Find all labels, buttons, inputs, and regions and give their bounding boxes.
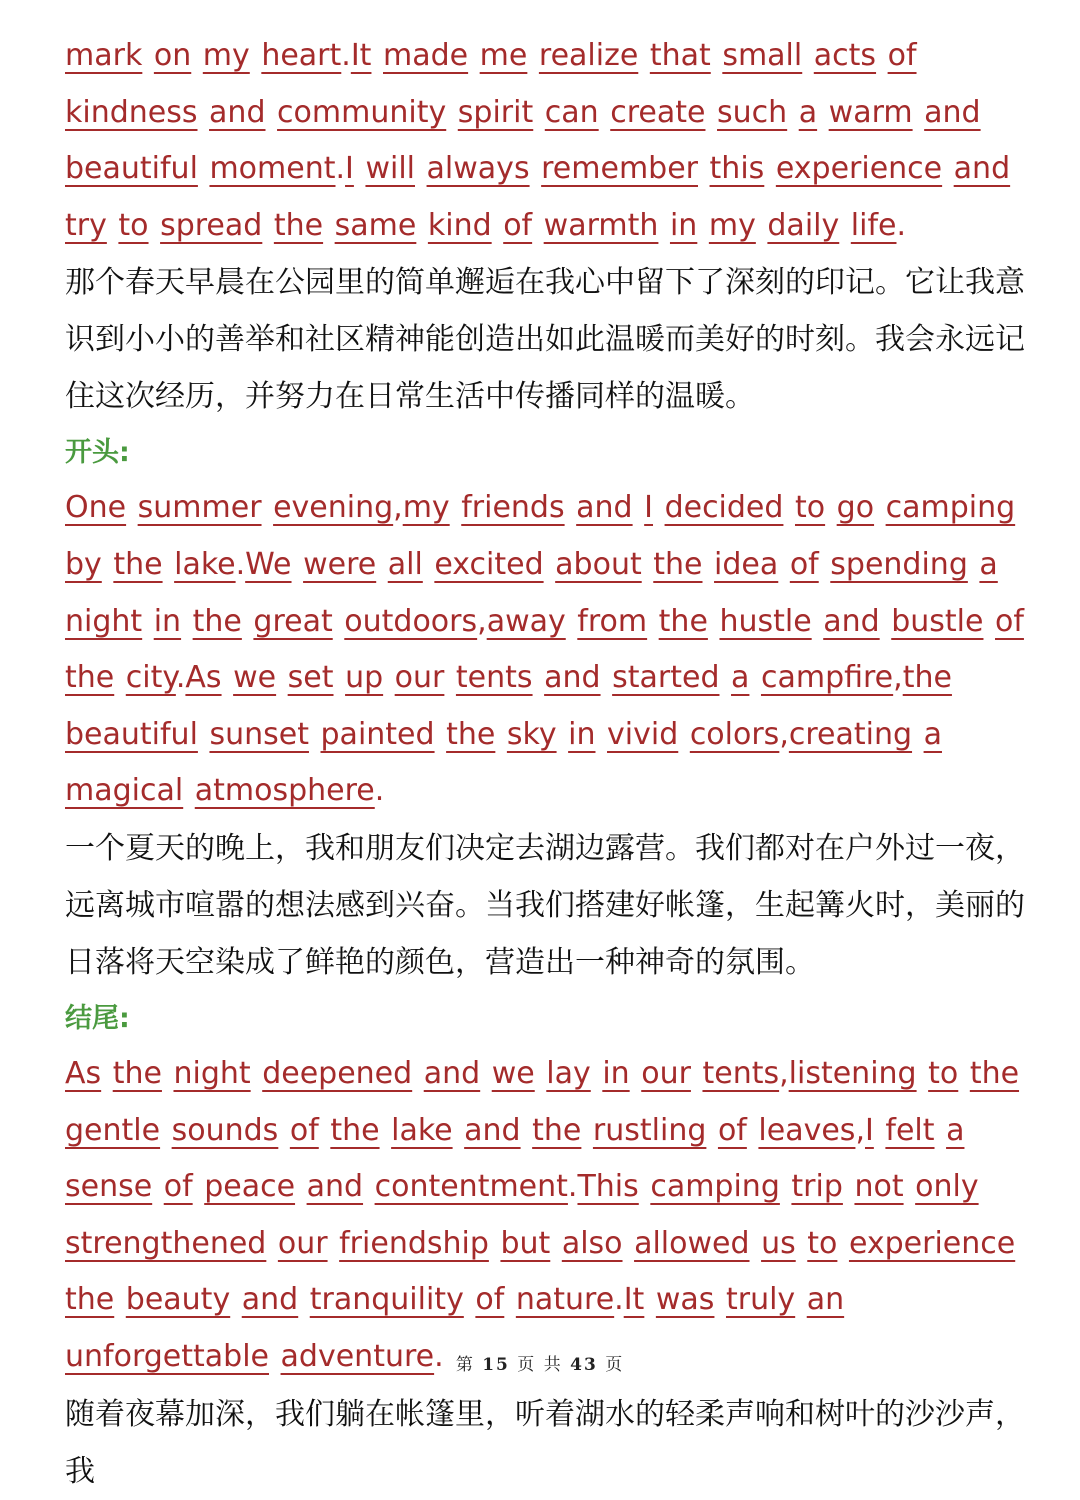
english-word: the — [112, 1055, 162, 1091]
english-word: tranquility — [309, 1282, 464, 1318]
english-word: spirit — [457, 94, 534, 130]
english-word: was — [655, 1282, 715, 1318]
english-word: the — [969, 1055, 1020, 1091]
english-word: contentment — [374, 1169, 568, 1205]
english-word: in — [602, 1055, 630, 1091]
english-word: unforgettable — [65, 1338, 269, 1374]
english-word: great — [253, 603, 333, 639]
english-paragraph-2: One summer evening,my friends and I decided to go camping by the lake.We were all excited about the idea of spending a night in the great outdoors,away from the hustle and bustle of the city.As we set up our tents and started a campfire,the beautiful sunset painted the sky in vivid colors,creating a magical atmosphere. — [65, 490, 1024, 809]
english-word: of — [717, 1112, 747, 1148]
english-word: we — [491, 1055, 535, 1091]
english-word: spending — [830, 546, 968, 582]
english-word: felt — [885, 1112, 935, 1148]
english-word: all — [387, 546, 423, 582]
english-word: an — [806, 1282, 845, 1318]
english-word: This — [577, 1169, 639, 1205]
english-word: not — [854, 1169, 904, 1205]
english-word: heart — [261, 38, 342, 73]
english-word: kind — [427, 207, 492, 243]
english-word: One — [65, 490, 127, 526]
english-word: away — [486, 603, 566, 639]
english-word: summer — [137, 490, 262, 526]
english-word: about — [555, 546, 642, 582]
english-word: also — [561, 1225, 623, 1261]
english-word: and — [423, 1055, 481, 1091]
chinese-paragraph-1: 那个春天早晨在公园里的简单邂逅在我心中留下了深刻的印记。它让我意识到小小的善举和社区精神能创造出如此温暖而美好的时刻。我会永远记住这次经历，并努力在日常生活中传播同样的温暖。 — [65, 265, 1025, 415]
english-word: listening — [788, 1055, 917, 1091]
english-word: this — [709, 151, 765, 187]
english-paragraph-3: As the night deepened and we lay in our tents,listening to the gentle sounds of the lake and the rustling of leaves,I felt a sense of peace and contentment.This camping trip not only strengthened our friendship but also allowed us to experience the beauty and tranquility of nature.It was truly an unforgettable adventure. — [65, 1055, 1020, 1374]
english-word: daily — [767, 207, 840, 243]
english-word: of — [995, 603, 1024, 639]
footer-prefix: 第 — [455, 1355, 475, 1375]
english-word: life — [850, 207, 897, 243]
english-word: night — [65, 603, 143, 639]
english-word: evening — [273, 490, 394, 526]
english-word: we — [233, 660, 277, 696]
english-word: started — [612, 660, 720, 696]
english-word: rustling — [592, 1112, 707, 1148]
english-word: sky — [506, 716, 557, 752]
english-word: nature — [515, 1282, 615, 1318]
english-word: lake — [174, 546, 236, 582]
english-word: realize — [538, 38, 639, 73]
english-word: I — [644, 490, 654, 526]
english-word: beautiful — [65, 151, 198, 187]
english-word: leaves — [758, 1112, 856, 1148]
english-word: the — [446, 716, 496, 752]
english-word: lay — [546, 1055, 591, 1091]
chinese-paragraph-3: 随着夜幕加深，我们躺在帐篷里，听着湖水的轻柔声响和树叶的沙沙声，我 — [65, 1396, 1025, 1489]
english-word: experience — [775, 151, 943, 187]
footer-suffix: 页 — [605, 1355, 625, 1375]
english-word: such — [717, 94, 788, 130]
english-word: and — [464, 1112, 521, 1148]
english-word: painted — [320, 716, 435, 752]
english-word: try — [65, 207, 107, 243]
english-word: that — [649, 38, 711, 73]
english-word: campfire — [760, 660, 894, 696]
english-word: city — [125, 660, 176, 696]
english-word: can — [544, 94, 599, 130]
english-word: friendship — [339, 1225, 489, 1261]
english-word: only — [915, 1169, 979, 1205]
english-word: spread — [160, 207, 263, 243]
english-word: in — [568, 716, 596, 752]
english-word: We — [245, 546, 292, 582]
english-word: sense — [65, 1169, 153, 1205]
english-word: the — [532, 1112, 582, 1148]
english-word: mark — [65, 38, 143, 73]
english-word: the — [658, 603, 708, 639]
english-word: will — [365, 151, 415, 187]
english-word: our — [394, 660, 445, 696]
english-word: deepened — [262, 1055, 413, 1091]
english-word: always — [426, 151, 530, 187]
english-paragraph-1: mark on my heart.It made me realize that small acts of kindness and community spirit can create such a warm and beautiful moment.I will always remember this experience and try to spread the same kind of warmth in my daily life. — [65, 38, 1011, 243]
english-word: set — [287, 660, 334, 696]
english-word: a — [731, 660, 750, 696]
english-word: adventure — [280, 1338, 435, 1374]
english-word: our — [641, 1055, 691, 1091]
english-word: the — [902, 660, 952, 696]
english-word: of — [475, 1282, 505, 1318]
english-word: in — [669, 207, 698, 243]
english-word: same — [334, 207, 417, 243]
english-word: me — [479, 38, 528, 73]
english-word: a — [979, 546, 998, 582]
current-page-number: 15 — [482, 1355, 510, 1375]
english-word: and — [544, 660, 601, 696]
english-word: of — [887, 38, 917, 73]
english-word: to — [794, 490, 826, 526]
english-word: and — [924, 94, 981, 130]
english-word: sunset — [209, 716, 309, 752]
chinese-paragraph-2: 一个夏天的晚上，我和朋友们决定去湖边露营。我们都对在户外过一夜，远离城市喧嚣的想法感到兴奋。当我们搭建好帐篷，生起篝火时，美丽的日落将天空染成了鲜艳的颜色，营造出一种神奇的氛围。 — [65, 830, 1025, 980]
english-word: the — [65, 660, 115, 696]
english-word: decided — [664, 490, 784, 526]
english-word: and — [576, 490, 633, 526]
english-word: us — [761, 1225, 796, 1261]
english-word: camping — [650, 1169, 780, 1205]
english-word: sounds — [171, 1112, 279, 1148]
document-page — [65, 28, 1025, 1500]
english-word: to — [807, 1225, 838, 1261]
english-word: lake — [391, 1112, 453, 1148]
english-word: and — [823, 603, 880, 639]
english-word: a — [798, 94, 818, 130]
english-word: I — [345, 151, 354, 187]
english-word: peace — [204, 1169, 296, 1205]
page-number-footer — [0, 1350, 1080, 1375]
english-word: were — [303, 546, 377, 582]
english-word: of — [289, 1112, 319, 1148]
english-word: community — [277, 94, 447, 130]
english-word: camping — [885, 490, 1016, 526]
english-word: of — [163, 1169, 193, 1205]
english-word: from — [577, 603, 648, 639]
english-word: beautiful — [65, 716, 198, 752]
english-word: creating — [788, 716, 913, 752]
english-word: the — [653, 546, 703, 582]
english-word: the — [273, 207, 324, 243]
english-word: and — [953, 151, 1011, 187]
english-word: experience — [848, 1225, 1016, 1261]
english-word: truly — [725, 1282, 796, 1318]
english-word: and — [209, 94, 266, 130]
english-word: my — [202, 38, 250, 73]
english-word: and — [241, 1282, 299, 1318]
english-word: my — [708, 207, 756, 243]
english-word: tents — [702, 1055, 780, 1091]
footer-middle: 页 共 — [517, 1355, 563, 1375]
english-word: my — [402, 490, 450, 526]
english-word: colors — [689, 716, 780, 752]
english-word: allowed — [634, 1225, 750, 1261]
english-word: I — [864, 1112, 874, 1148]
english-word: remember — [541, 151, 698, 187]
english-word: As — [65, 1055, 102, 1091]
english-word: of — [789, 546, 819, 582]
english-word: magical — [65, 773, 184, 809]
english-word: the — [192, 603, 242, 639]
english-word: hustle — [719, 603, 812, 639]
english-word: a — [946, 1112, 965, 1148]
english-word: the — [330, 1112, 380, 1148]
english-word: strengthened — [65, 1225, 267, 1261]
english-word: in — [153, 603, 182, 639]
english-word: of — [503, 207, 533, 243]
english-word: the — [65, 1282, 115, 1318]
total-page-number: 43 — [570, 1355, 598, 1375]
english-word: our — [277, 1225, 328, 1261]
english-word: to — [118, 207, 149, 243]
english-word: atmosphere — [194, 773, 375, 809]
english-word: warmth — [543, 207, 659, 243]
english-word: beauty — [125, 1282, 231, 1318]
english-word: trip — [791, 1169, 843, 1205]
english-word: a — [923, 716, 942, 752]
english-word: go — [836, 490, 875, 526]
section-heading-opening: 开头: — [65, 437, 130, 469]
english-word: small — [722, 38, 803, 73]
english-word: moment — [209, 151, 336, 187]
english-word: create — [610, 94, 706, 130]
english-word: acts — [813, 38, 877, 73]
english-word: and — [306, 1169, 364, 1205]
english-word: warm — [828, 94, 913, 130]
english-word: by — [65, 546, 102, 582]
english-word: excited — [434, 546, 544, 582]
section-heading-ending: 结尾: — [65, 1002, 130, 1034]
english-word: It — [623, 1282, 645, 1318]
english-word: on — [153, 38, 192, 73]
english-word: friends — [461, 490, 565, 526]
english-word: night — [173, 1055, 251, 1091]
english-word: vivid — [607, 716, 679, 752]
english-word: tents — [455, 660, 533, 696]
english-word: As — [185, 660, 222, 696]
english-word: gentle — [65, 1112, 161, 1148]
english-word: It — [350, 38, 372, 73]
english-word: up — [345, 660, 384, 696]
english-word: but — [500, 1225, 551, 1261]
english-word: the — [113, 546, 163, 582]
english-word: outdoors — [344, 603, 478, 639]
english-word: idea — [714, 546, 779, 582]
english-word: to — [928, 1055, 959, 1091]
english-word: made — [383, 38, 469, 73]
english-word: bustle — [891, 603, 984, 639]
english-word: kindness — [65, 94, 198, 130]
